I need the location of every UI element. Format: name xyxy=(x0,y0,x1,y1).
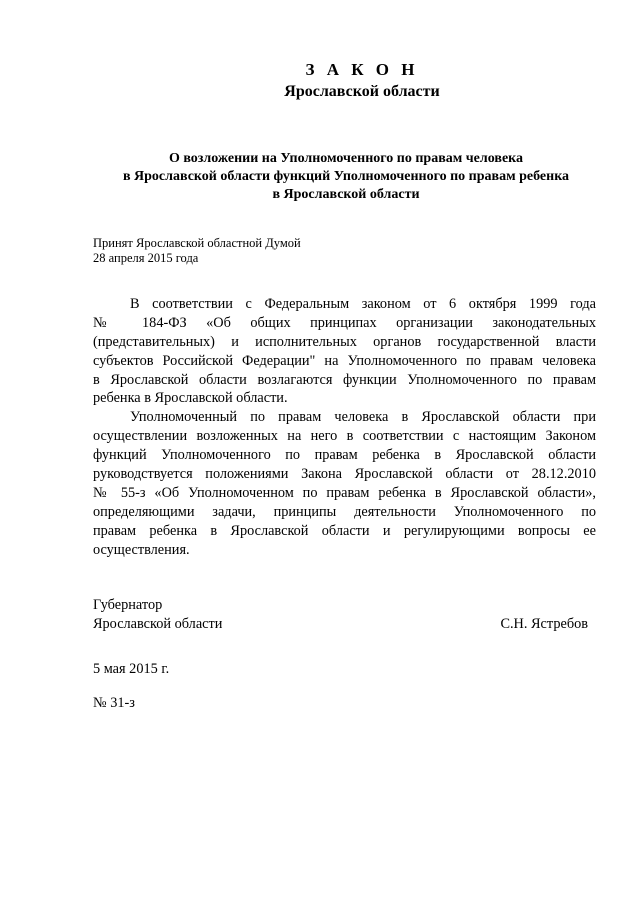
signatory-region: Ярославской области xyxy=(93,616,223,632)
adoption-note xyxy=(93,236,301,266)
region-heading: Ярославской области xyxy=(284,83,440,100)
signatory-title: Губернатор xyxy=(93,597,163,613)
law-subject-title xyxy=(96,150,596,204)
body-line: осуществления. xyxy=(93,541,190,558)
body-line: (представительных) и исполнительных органов государственной власти xyxy=(93,333,596,350)
law-number: № 31-з xyxy=(93,695,135,711)
signatory-name: С.Н. Ястребов xyxy=(500,616,588,632)
body-line: Уполномоченный по правам человека в Ярославской области при xyxy=(130,409,596,426)
signature-block xyxy=(93,596,596,634)
subject-line: О возложении на Уполномоченного по правам человека xyxy=(168,151,524,166)
body-line: № 55-з «Об Уполномоченном по правам ребенка в Ярославской области», xyxy=(93,484,596,501)
body-line: осуществлении возложенных на него в соответствии с настоящим Законом xyxy=(93,428,596,445)
adoption-date: 28 апреля 2015 года xyxy=(93,251,199,265)
body-line: В соответствии с Федеральным законом от 6 октября 1999 года xyxy=(130,296,596,312)
body-line: № 184-ФЗ «Об общих принципах организации законодательных xyxy=(93,314,596,331)
document-type-heading: З А К О Н xyxy=(305,60,419,79)
body-line: в Ярославской области возлагаются функции Уполномоченного по правам xyxy=(93,371,596,388)
signing-date: 5 мая 2015 г. xyxy=(93,661,170,677)
body-line: ребенка в Ярославской области. xyxy=(93,390,288,407)
body-line: руководствуется положениями Закона Ярославской области от 28.12.2010 xyxy=(93,466,596,483)
body-line: функций Уполномоченного по правам ребенка в Ярославской области xyxy=(93,447,596,464)
subject-line: в Ярославской области функций Уполномоченного по правам ребенка xyxy=(122,169,570,184)
body-line: субъектов Российской Федерации" на Уполномоченного по правам человека xyxy=(93,352,596,369)
body-line: определяющими задачи, принципы деятельности Уполномоченного по xyxy=(93,503,596,520)
subject-line: в Ярославской области xyxy=(272,187,420,202)
law-body xyxy=(93,295,596,559)
body-line: правам ребенка в Ярославской области и регулирующими вопросы ее xyxy=(93,522,596,539)
adoption-body: Принят Ярославской областной Думой xyxy=(93,236,301,250)
